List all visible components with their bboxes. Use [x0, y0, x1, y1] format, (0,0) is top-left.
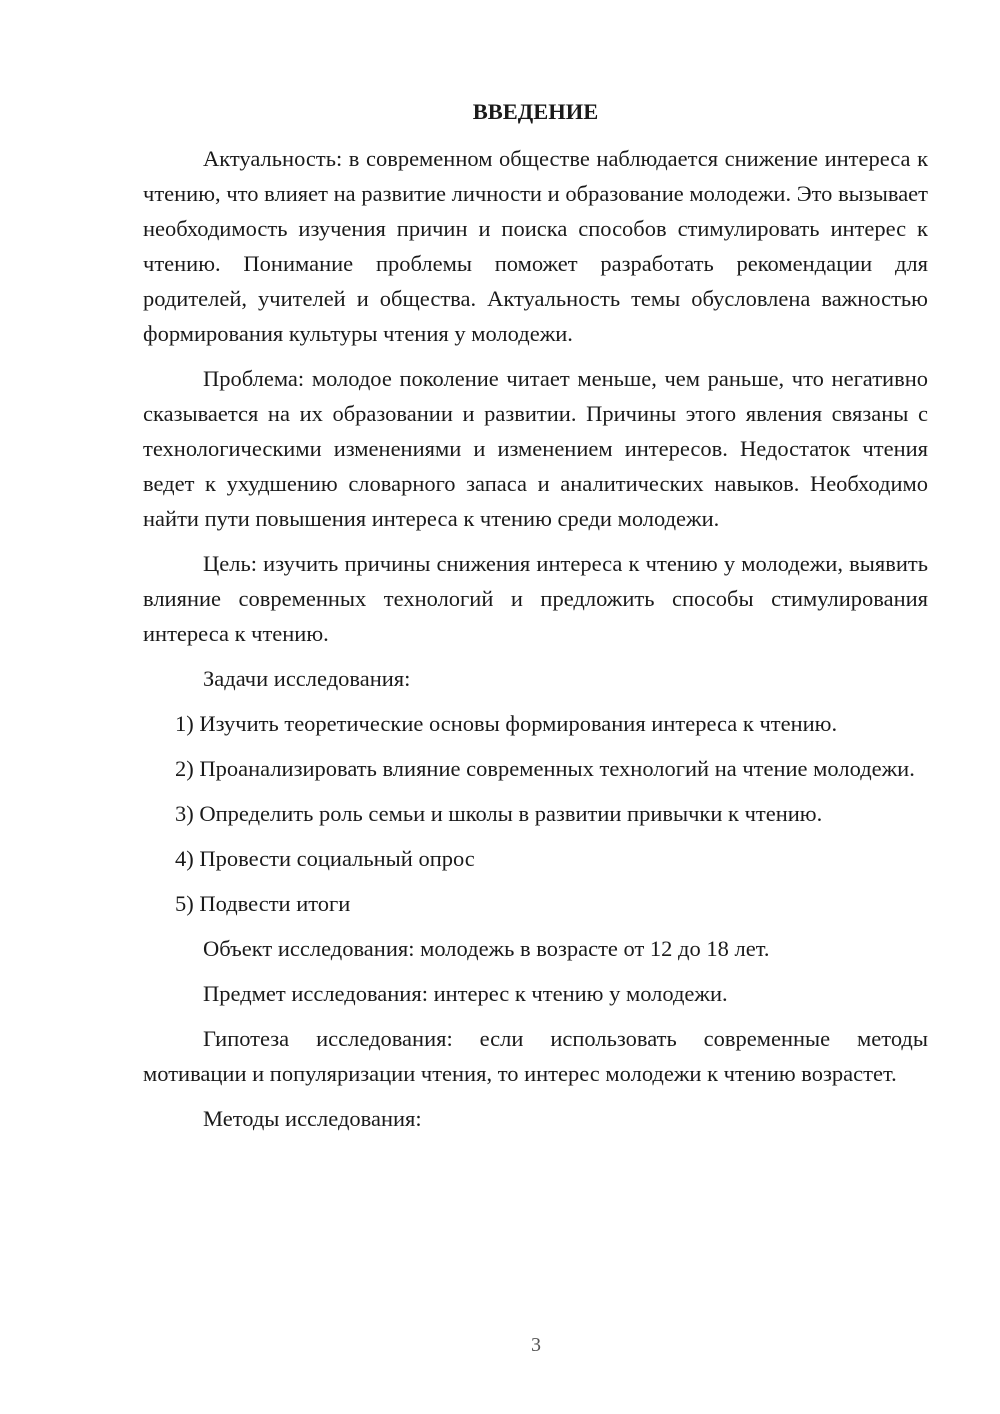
task-item-4: 4) Провести социальный опрос — [175, 846, 475, 871]
task-item-3: 3) Определить роль семьи и школы в развитии привычки к чтению. — [175, 801, 823, 826]
methods-title: Методы исследования: — [203, 1106, 422, 1131]
relevance-paragraph: Актуальность: в современном обществе наблюдается снижение интереса к чтению, что влияет на развитие личности и образование молодежи. Это вызывает необходимость изучения причин и поиска способов стимулировать интерес к чтению. Понимание проблемы поможет разработать рекомендации для родителей, учителей и общества. Актуальность темы обусловлена важностью формирования культуры чтения у молодежи. — [143, 146, 928, 346]
page-number: 3 — [531, 1334, 541, 1356]
task-item-2: 2) Проанализировать влияние современных технологий на чтение молодежи. — [175, 756, 915, 781]
goal-paragraph: Цель: изучить причины снижения интереса к чтению у молодежи, выявить влияние современных технологий и предложить способы стимулирования интереса к чтению. — [143, 551, 928, 646]
document-page — [143, 94, 928, 1146]
task-item-5: 5) Подвести итоги — [175, 891, 351, 916]
object-paragraph: Объект исследования: молодежь в возрасте от 12 до 18 лет. — [203, 936, 770, 961]
tasks-title: Задачи исследования: — [203, 666, 411, 691]
page-title: ВВЕДЕНИЕ — [472, 99, 599, 124]
task-item-1: 1) Изучить теоретические основы формирования интереса к чтению. — [175, 711, 838, 736]
subject-paragraph: Предмет исследования: интерес к чтению у молодежи. — [203, 981, 728, 1006]
problem-paragraph: Проблема: молодое поколение читает меньше, чем раньше, что негативно сказывается на их образовании и развитии. Причины этого явления связаны с технологическими изменениями и изменением интересов. Недостаток чтения ведет к ухудшению словарного запаса и аналитических навыков. Необходимо найти пути повышения интереса к чтению среди молодежи. — [143, 366, 928, 531]
hypothesis-paragraph: Гипотеза исследования: если использовать современные методы мотивации и популяризации чтения, то интерес молодежи к чтению возрастет. — [143, 1026, 928, 1086]
